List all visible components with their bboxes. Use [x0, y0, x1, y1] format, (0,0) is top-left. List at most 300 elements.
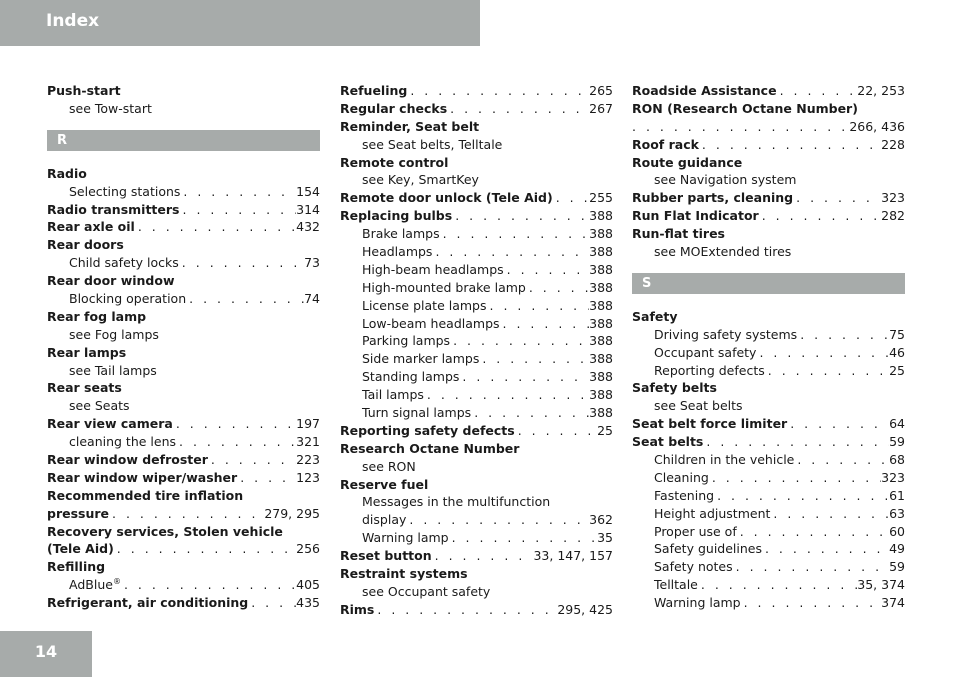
entry-label-text: Rear seats	[47, 380, 122, 396]
entry-label-text: Cleaning	[654, 469, 709, 485]
entry-label	[654, 344, 756, 362]
index-entry	[47, 505, 320, 523]
entry-page-ref: 388	[589, 279, 613, 295]
entry-label	[632, 415, 787, 433]
entry-label-text: Rear window wiper/washer	[47, 469, 238, 485]
entry-page-ref: 279, 295	[264, 505, 320, 521]
entry-page-ref: 388	[589, 315, 613, 331]
entry-label-text: (Tele Aid)	[47, 541, 114, 557]
index-subentry	[340, 493, 613, 511]
index-entry	[340, 476, 613, 494]
entry-label-text: see Navigation system	[654, 172, 797, 188]
entry-label-text: Rims	[340, 601, 375, 617]
index-subentry	[340, 315, 613, 333]
entry-page-ref: 388	[589, 208, 613, 224]
entry-label-text: Fastening	[654, 487, 715, 503]
entry-label-text: Occupant safety	[654, 344, 757, 360]
entry-label-text: RON (Research Octane Number)	[632, 100, 858, 116]
entry-page-ref: 321	[296, 434, 320, 450]
leader-dots	[208, 451, 296, 469]
leader-dots	[553, 189, 589, 207]
entry-label	[632, 380, 717, 395]
leader-dots	[793, 189, 881, 207]
index-entry	[632, 82, 905, 100]
entry-page-ref: 388	[589, 351, 613, 367]
leader-dots	[109, 505, 264, 523]
leader-dots	[407, 82, 589, 100]
index-subentry	[632, 362, 905, 380]
index-subentry	[632, 344, 905, 362]
entry-label	[362, 172, 479, 187]
entry-label-text: Reporting safety defects	[340, 422, 515, 438]
entry-label-text: Seat belts	[632, 434, 704, 450]
entry-label	[340, 566, 468, 581]
index-entry	[632, 118, 905, 136]
entry-label-text: see RON	[362, 458, 416, 474]
entry-page-ref: 388	[589, 244, 613, 260]
entry-label	[47, 273, 175, 288]
entry-label	[47, 166, 87, 181]
entry-label-text: Standing lamps	[362, 369, 460, 385]
entry-label-text: Refilling	[47, 559, 106, 575]
entry-label-text: Selecting stations	[69, 183, 181, 199]
entry-label	[632, 101, 858, 116]
entry-label	[632, 433, 703, 451]
leader-dots	[797, 326, 889, 344]
index-subentry	[340, 171, 613, 189]
entry-label	[632, 136, 699, 154]
entry-page-ref: 388	[589, 387, 613, 403]
entry-label	[69, 254, 179, 272]
entry-label	[47, 540, 114, 558]
entry-label-text: Recovery services, Stolen vehicle	[47, 523, 283, 539]
entry-label	[69, 363, 157, 378]
index-subentry	[632, 540, 905, 558]
index-subentry	[340, 136, 613, 154]
leader-dots	[406, 511, 589, 529]
index-column-1	[47, 82, 320, 612]
index-entry	[340, 100, 613, 118]
leader-dots	[248, 594, 296, 612]
index-column-3	[632, 82, 905, 612]
index-entry	[632, 433, 905, 451]
entry-label	[654, 523, 737, 541]
leader-dots	[500, 315, 590, 333]
entry-label	[47, 218, 135, 236]
entry-label-text: see Seats	[69, 398, 130, 414]
entry-label-text: Recommended tire inflation	[47, 487, 244, 503]
index-entry	[47, 594, 320, 612]
index-subentry	[47, 397, 320, 415]
index-subentry	[340, 225, 613, 243]
entry-label	[362, 350, 479, 368]
entry-label-text: see Seat belts	[654, 398, 743, 414]
entry-label	[362, 297, 487, 315]
entry-page-ref: 73	[304, 255, 320, 271]
entry-label	[654, 594, 741, 612]
index-entry	[47, 344, 320, 362]
entry-label-text: Refrigerant, air conditioning	[47, 595, 249, 611]
entry-page-ref: 362	[589, 512, 613, 528]
leader-dots	[237, 469, 296, 487]
entry-label	[47, 594, 248, 612]
entry-label-text: Telltale	[654, 577, 698, 593]
leader-dots	[135, 218, 296, 236]
entry-label-text: Radio transmitters	[47, 201, 180, 217]
entry-page-ref: 388	[589, 333, 613, 349]
entry-label	[654, 558, 733, 576]
entry-label	[362, 243, 432, 261]
leader-dots	[449, 529, 597, 547]
entry-label	[47, 559, 105, 574]
entry-label	[362, 279, 526, 297]
entry-label	[69, 183, 180, 201]
index-subentry	[632, 397, 905, 415]
entry-label-text: Regular checks	[340, 100, 448, 116]
registered-mark: ®	[112, 577, 121, 587]
entry-label	[69, 433, 176, 451]
entry-label-text: Reporting defects	[654, 362, 765, 378]
index-entry	[47, 415, 320, 433]
entry-label	[340, 189, 553, 207]
index-entry	[47, 379, 320, 397]
entry-label-text: Rear door window	[47, 273, 175, 289]
entry-label-text: Reset button	[340, 548, 432, 564]
index-entry	[47, 218, 320, 236]
entry-label-text: Safety belts	[632, 380, 717, 396]
entry-label-text: Rear view camera	[47, 416, 173, 432]
entry-label	[47, 201, 180, 219]
index-entry	[340, 601, 613, 619]
entry-label	[632, 189, 793, 207]
entry-label	[362, 404, 471, 422]
entry-label-text: see Tow-start	[69, 100, 152, 116]
page-number-tab	[0, 631, 92, 677]
index-subentry	[47, 290, 320, 308]
entry-page-ref: 432	[296, 219, 320, 235]
index-subentry	[340, 243, 613, 261]
index-subentry	[632, 171, 905, 189]
entry-label-text: Height adjustment	[654, 505, 771, 521]
index-subentry	[340, 297, 613, 315]
entry-label-text: Warning lamp	[362, 530, 449, 546]
index-subentry	[340, 583, 613, 601]
index-subentry	[340, 529, 613, 547]
entry-page-ref: 35	[597, 530, 613, 546]
entry-label	[47, 415, 173, 433]
entry-label	[362, 368, 459, 386]
entry-label	[69, 327, 159, 342]
entry-label-text: display	[362, 512, 407, 528]
page-number: 14	[34, 642, 58, 661]
entry-page-ref: 255	[589, 190, 613, 206]
index-entry	[632, 189, 905, 207]
entry-label-text: Rear doors	[47, 237, 124, 253]
entry-label-text: Turn signal lamps	[362, 405, 472, 421]
entry-label-text: Safety guidelines	[654, 541, 762, 557]
entry-label	[654, 505, 770, 523]
index-entry	[340, 547, 613, 565]
leader-dots	[450, 332, 589, 350]
entry-label	[47, 505, 109, 523]
entry-label	[47, 309, 146, 324]
entry-label-text: Safety	[632, 308, 678, 324]
entry-label	[654, 244, 791, 259]
index-subentry	[340, 350, 613, 368]
entry-page-ref: 33, 147, 157	[533, 548, 613, 564]
leader-dots	[737, 523, 889, 541]
index-subentry	[632, 451, 905, 469]
entry-label-text: Radio	[47, 165, 87, 181]
entry-label-text: see Fog lamps	[69, 326, 159, 342]
index-subentry	[340, 279, 613, 297]
entry-label	[47, 83, 121, 98]
leader-dots	[186, 290, 304, 308]
entry-page-ref: 74	[304, 291, 320, 307]
entry-label-text: Rear window defroster	[47, 452, 208, 468]
leader-dots	[447, 100, 589, 118]
leader-dots	[787, 415, 889, 433]
entry-label-text: Brake lamps	[362, 226, 440, 242]
entry-label-text: Refueling	[340, 83, 408, 98]
index-subentry	[47, 433, 320, 451]
leader-dots	[180, 183, 296, 201]
entry-label-text: Remote door unlock (Tele Aid)	[340, 190, 553, 206]
leader-dots	[121, 576, 296, 594]
leader-dots	[703, 433, 889, 451]
entry-page-ref: 388	[589, 297, 613, 313]
leader-dots	[526, 279, 589, 297]
entry-label-text: see Seat belts, Telltale	[362, 136, 503, 152]
entry-label	[632, 226, 725, 241]
entry-label-text: AdBlue	[69, 577, 113, 593]
header-tab	[0, 0, 480, 46]
leader-dots	[632, 118, 849, 136]
index-subentry	[632, 469, 905, 487]
index-subentry	[340, 511, 613, 529]
index-column-2	[340, 82, 613, 619]
leader-dots	[741, 594, 882, 612]
leader-dots	[794, 451, 889, 469]
entry-label	[340, 207, 452, 225]
entry-page-ref: 46	[889, 344, 905, 360]
entry-page-ref: 388	[589, 369, 613, 385]
leader-dots	[471, 404, 589, 422]
index-entry	[47, 558, 320, 576]
entry-label	[654, 326, 797, 344]
leader-dots	[777, 82, 858, 100]
index-entry	[47, 487, 320, 505]
entry-label-text: High-mounted brake lamp	[362, 279, 526, 295]
index-entry	[47, 236, 320, 254]
entry-label-text: Parking lamps	[362, 333, 451, 349]
entry-label-text: Rear axle oil	[47, 219, 135, 235]
index-subentry	[340, 458, 613, 476]
entry-label	[362, 137, 502, 152]
entry-label	[340, 441, 519, 456]
index-subentry	[632, 594, 905, 612]
entry-label	[47, 488, 243, 503]
entry-label	[69, 290, 186, 308]
entry-label-text: Reminder, Seat belt	[340, 118, 480, 134]
leader-dots	[459, 368, 589, 386]
index-entry	[340, 440, 613, 458]
entry-label-text: Roadside Assistance	[632, 83, 777, 98]
leader-dots	[765, 362, 889, 380]
entry-label	[69, 576, 121, 594]
entry-label-text: Headlamps	[362, 244, 433, 260]
index-subentry	[47, 183, 320, 201]
entry-label	[340, 119, 479, 134]
entry-label-text: see Occupant safety	[362, 583, 491, 599]
index-subentry	[632, 243, 905, 261]
entry-label	[362, 261, 504, 279]
entry-label-text: License plate lamps	[362, 297, 487, 313]
entry-page-ref: 61	[889, 487, 905, 503]
entry-label-text: pressure	[47, 505, 110, 521]
index-entry	[632, 379, 905, 397]
index-entry	[632, 136, 905, 154]
entry-label	[654, 540, 762, 558]
entry-page-ref: 323	[881, 190, 905, 206]
index-entry	[47, 451, 320, 469]
leader-dots	[374, 601, 557, 619]
entry-page-ref: 256	[296, 541, 320, 557]
entry-label-text: Children in the vehicle	[654, 452, 795, 468]
index-subentry	[632, 523, 905, 541]
entry-page-ref: 223	[296, 452, 320, 468]
entry-label	[654, 172, 796, 187]
entry-label-text: Side marker lamps	[362, 351, 480, 367]
entry-page-ref: 374	[881, 595, 905, 611]
index-subentry	[632, 505, 905, 523]
index-entry	[632, 207, 905, 225]
entry-page-ref: 154	[296, 183, 320, 199]
entry-label	[362, 529, 449, 547]
leader-dots	[733, 558, 889, 576]
index-entry	[340, 154, 613, 172]
entry-page-ref: 435	[296, 595, 320, 611]
entry-page-ref: 64	[889, 416, 905, 432]
entry-label	[362, 459, 416, 474]
index-subentry	[47, 576, 320, 594]
entry-label-text: Remote control	[340, 154, 449, 170]
entry-label-text: High-beam headlamps	[362, 261, 504, 277]
entry-label	[362, 225, 440, 243]
entry-page-ref: 123	[296, 469, 320, 485]
leader-dots	[452, 207, 589, 225]
entry-label	[69, 101, 152, 116]
entry-page-ref: 267	[589, 100, 613, 116]
index-entry	[340, 118, 613, 136]
entry-page-ref: 59	[889, 434, 905, 450]
entry-page-ref: 314	[296, 201, 320, 217]
leader-dots	[762, 540, 889, 558]
leader-dots	[756, 344, 889, 362]
index-entry	[47, 201, 320, 219]
section-header-r: R	[47, 130, 320, 151]
entry-label	[340, 547, 432, 565]
entry-page-ref: 388	[589, 405, 613, 421]
index-entry	[340, 207, 613, 225]
leader-dots	[173, 415, 296, 433]
index-subentry	[632, 487, 905, 505]
leader-dots	[479, 350, 589, 368]
entry-label-text: Blocking operation	[69, 291, 187, 307]
entry-label-text: Run Flat Indicator	[632, 208, 759, 224]
entry-page-ref: 35, 374	[857, 577, 905, 593]
index-subentry	[340, 261, 613, 279]
index-subentry	[47, 326, 320, 344]
leader-dots	[176, 433, 296, 451]
entry-label-text: Rear lamps	[47, 344, 127, 360]
index-entry	[47, 469, 320, 487]
index-subentry	[340, 368, 613, 386]
index-subentry	[47, 362, 320, 380]
entry-label-text: Driving safety systems	[654, 326, 798, 342]
entry-page-ref: 295, 425	[557, 601, 613, 617]
entry-page-ref: 266, 436	[849, 118, 905, 134]
index-entry	[47, 308, 320, 326]
index-subentry	[340, 386, 613, 404]
index-title: Index	[46, 11, 100, 31]
index-entry	[632, 415, 905, 433]
entry-label	[47, 237, 124, 252]
leader-dots	[487, 297, 590, 315]
index-entry	[340, 565, 613, 583]
entry-label	[362, 494, 550, 509]
index-subentry	[632, 326, 905, 344]
entry-label	[632, 82, 777, 100]
entry-label-text: Reserve fuel	[340, 476, 429, 492]
entry-page-ref: 25	[889, 362, 905, 378]
entry-label-text: Seat belt force limiter	[632, 416, 788, 432]
entry-label	[362, 332, 450, 350]
entry-label-text: see MOExtended tires	[654, 244, 792, 260]
leader-dots	[179, 254, 304, 272]
entry-label	[340, 100, 447, 118]
index-subentry	[632, 558, 905, 576]
entry-label-text: Rear fog lamp	[47, 308, 147, 324]
entry-page-ref: 68	[889, 452, 905, 468]
entry-label	[654, 487, 714, 505]
leader-dots	[424, 386, 589, 404]
entry-label	[47, 469, 237, 487]
entry-label-text: Push-start	[47, 83, 121, 98]
entry-label	[362, 511, 406, 529]
index-subentry	[340, 332, 613, 350]
leader-dots	[515, 422, 597, 440]
index-entry	[632, 225, 905, 243]
entry-label-text: Replacing bulbs	[340, 208, 453, 224]
section-header-s: S	[632, 273, 905, 294]
entry-label	[632, 155, 742, 170]
entry-label-text: Child safety locks	[69, 255, 179, 271]
entry-label	[654, 451, 794, 469]
entry-label	[654, 398, 743, 413]
index-entry	[632, 100, 905, 118]
entry-label-text: Rubber parts, cleaning	[632, 190, 794, 206]
entry-label	[47, 451, 208, 469]
index-subentry	[47, 254, 320, 272]
entry-label-text: Messages in the multifunction	[362, 494, 551, 510]
entry-label	[340, 601, 374, 619]
entry-label	[654, 469, 709, 487]
entry-label-text: cleaning the lens	[69, 434, 177, 450]
entry-page-ref: 60	[889, 523, 905, 539]
entry-label-text: Research Octane Number	[340, 440, 520, 456]
index-entry	[47, 540, 320, 558]
